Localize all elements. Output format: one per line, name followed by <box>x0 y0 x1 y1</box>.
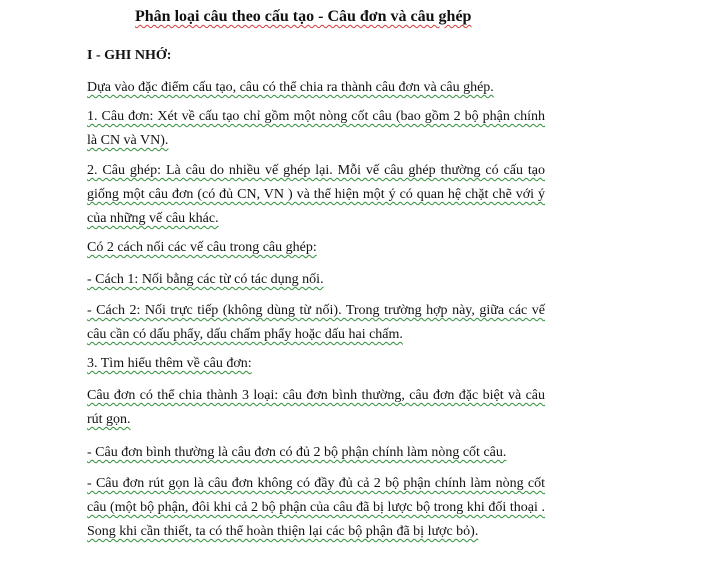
paragraph-cau-don: 1. Câu đơn: Xét về cấu tạo chỉ gồm một nòng cốt câu (bao gồm 2 bộ phận chính là CN và VN). <box>87 109 545 148</box>
section-heading: I - GHI NHỚ: <box>87 48 172 63</box>
paragraph-cach-noi-intro: Có 2 cách nối các vế câu trong câu ghép: <box>87 240 317 255</box>
paragraph-cach-1: - Cách 1: Nối bằng các từ có tác dụng nối. <box>87 272 324 287</box>
paragraph-phan-loai-cau-don: Câu đơn có thể chia thành 3 loại: câu đơn bình thường, câu đơn đặc biệt và câu rút gọn. <box>87 388 545 427</box>
paragraph-cau-ghep: 2. Câu ghép: Là câu do nhiều vế ghép lại. Mỗi vế câu ghép thường có cấu tạo giống một câu đơn (có đủ CN, VN ) và thể hiện một ý có quan hệ chặt chẽ với ý của những vế câu khác. <box>87 163 545 226</box>
document-title: Phân loại câu theo cấu tạo - Câu đơn và câu ghép <box>135 8 472 25</box>
paragraph-cau-don-binh-thuong: - Câu đơn bình thường là câu đơn có đủ 2 bộ phận chính làm nòng cốt câu. <box>87 445 507 460</box>
paragraph-intro: Dựa vào đặc điểm cấu tạo, câu có thể chia ra thành câu đơn và câu ghép. <box>87 80 494 95</box>
paragraph-tim-hieu-them: 3. Tìm hiểu thêm về câu đơn: <box>87 356 252 371</box>
paragraph-cau-don-rut-gon: - Câu đơn rút gọn là câu đơn không có đầy đủ cả 2 bộ phận chính làm nòng cốt câu (một bộ phận, đôi khi cả 2 bộ phận của câu đã bị lược bộ trong khi đối thoại . Song khi cần thiết, ta có thể hoàn thiện lại các bộ phận đã bị lược bỏ). <box>87 476 545 539</box>
paragraph-cach-2: - Cách 2: Nối trực tiếp (không dùng từ nối). Trong trường hợp này, giữa các vế câu cần có dấu phẩy, dấu chấm phẩy hoặc dấu hai chấm. <box>87 303 545 342</box>
